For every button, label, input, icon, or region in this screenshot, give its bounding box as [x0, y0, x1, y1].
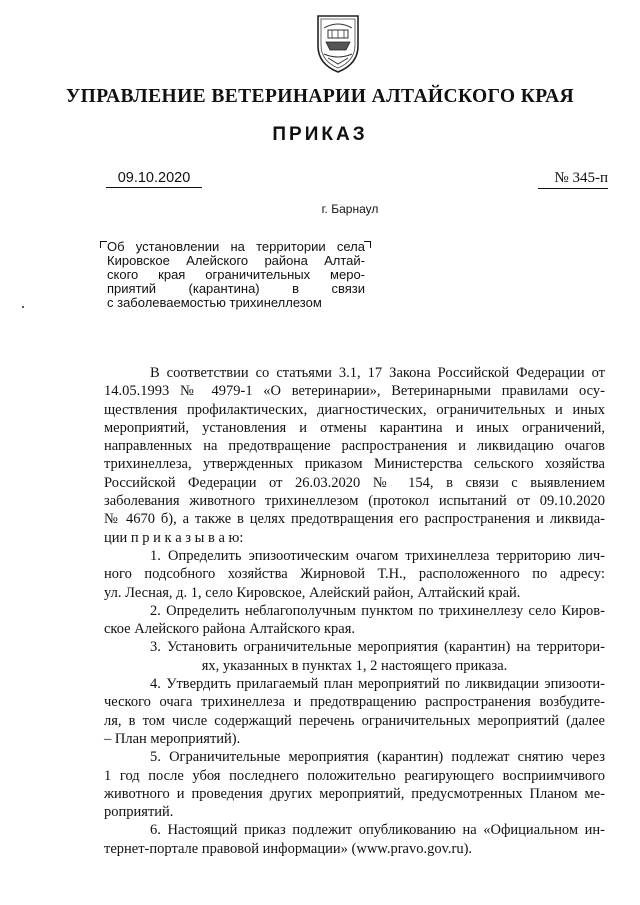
document-type-title: ПРИКАЗ: [272, 124, 368, 145]
body-line: 6. Настоящий приказ подлежит опубликованию на «Официальном ин-: [150, 822, 605, 839]
body-line: 5. Ограничительные мероприятия (карантин) подлежат снятию через: [150, 749, 605, 766]
preamble-paragraph: [104, 364, 605, 547]
body-line: 4. Утвердить прилагаемый план мероприятий по ликвидации эпизооти-: [150, 676, 605, 693]
body-line: ции п р и к а з ы в а ю:: [104, 529, 244, 546]
order-item-4: [104, 675, 605, 748]
body-line: ществления профилактических, диагностических, ограничительных и иных: [104, 401, 605, 418]
subject-line: Об установлении на территории села: [107, 239, 365, 254]
body-line: животного и проведения других мероприятий, предусмотренных Планом ме-: [104, 785, 605, 802]
body-line: В соответствии со статьями 3.1, 17 Закона Российской Федерации от: [150, 365, 605, 381]
order-item-6: [104, 821, 605, 858]
document-number: № 345-п: [538, 170, 608, 189]
body-line: ях, указанных в пунктах 1, 2 настоящего приказа.: [201, 657, 508, 674]
body-line: 14.05.1993 № 4979-1 «О ветеринарии», Ветеринарными правилами осу-: [104, 383, 605, 400]
document-city: г. Барнаул: [321, 202, 379, 216]
subject-line: ского края ограничительных меро-: [107, 267, 365, 282]
body-line: ское Алейского района Алтайского края.: [104, 621, 356, 638]
order-item-2: [104, 602, 605, 639]
body-line: мероприятий, установления и отмены карантина и иных ограничений,: [104, 419, 605, 436]
subject-bracket-left: [100, 241, 107, 248]
body-line: заболевания животного трихинеллезом (протокол испытаний от 09.10.2020: [104, 493, 605, 510]
body-line: 2. Определить неблагополучным пунктом по трихинеллезу село Киров-: [150, 602, 605, 619]
body-line: ного подсобного хозяйства Жирновой Т.Н., расположенного по адресу:: [104, 566, 605, 583]
subject-line: приятий (карантина) в связи: [107, 281, 365, 296]
body-line: Российской Федерации от 26.03.2020 № 154, в связи с выявлением: [104, 474, 605, 491]
subject-line: Кировское Алейского района Алтай-: [107, 253, 365, 268]
body-line: роприятий.: [104, 804, 174, 821]
order-item-1: [104, 547, 605, 602]
body-line: тернет-портале правовой информации» (www.pravo.gov.ru).: [104, 840, 473, 857]
body-line: 1 год после убоя последнего положительно реагирующего восприимчивого: [104, 767, 605, 784]
order-item-5: [104, 748, 605, 821]
body-line: ческого очага трихинеллеза и предотвращению распространения возбудите-: [104, 694, 605, 711]
document-subject: [107, 240, 365, 310]
margin-mark: [22, 306, 24, 308]
organization-name: УПРАВЛЕНИЕ ВЕТЕРИНАРИИ АЛТАЙСКОГО КРАЯ: [65, 86, 575, 107]
document-date: 09.10.2020: [106, 170, 202, 188]
body-line: 1. Определить эпизоотическим очагом трихинеллеза территорию лич-: [150, 547, 605, 564]
body-line: трихинеллеза, утвержденных приказом Министерства сельского хозяйства: [104, 456, 605, 473]
body-line: направленных на предотвращение распространения и ликвидацию очагов: [104, 438, 605, 455]
body-line: № 4670 б), а также в целях предотвращения его распространения и ликвида-: [104, 511, 605, 528]
body-line: ля, в том числе содержащий перечень ограничительных мероприятий (далее: [104, 712, 605, 729]
document-body: [104, 364, 605, 858]
body-line: ул. Лесная, д. 1, село Кировское, Алейский район, Алтайский край.: [104, 584, 521, 601]
body-line: 3. Установить ограничительные мероприятия (карантин) на территори-: [150, 639, 605, 656]
body-line: – План мероприятий).: [104, 730, 241, 747]
subject-line: с заболеваемостью трихинеллезом: [107, 295, 322, 310]
order-item-3: [104, 638, 605, 675]
coat-of-arms-icon: [312, 12, 364, 74]
subject-bracket-right: [364, 241, 371, 248]
